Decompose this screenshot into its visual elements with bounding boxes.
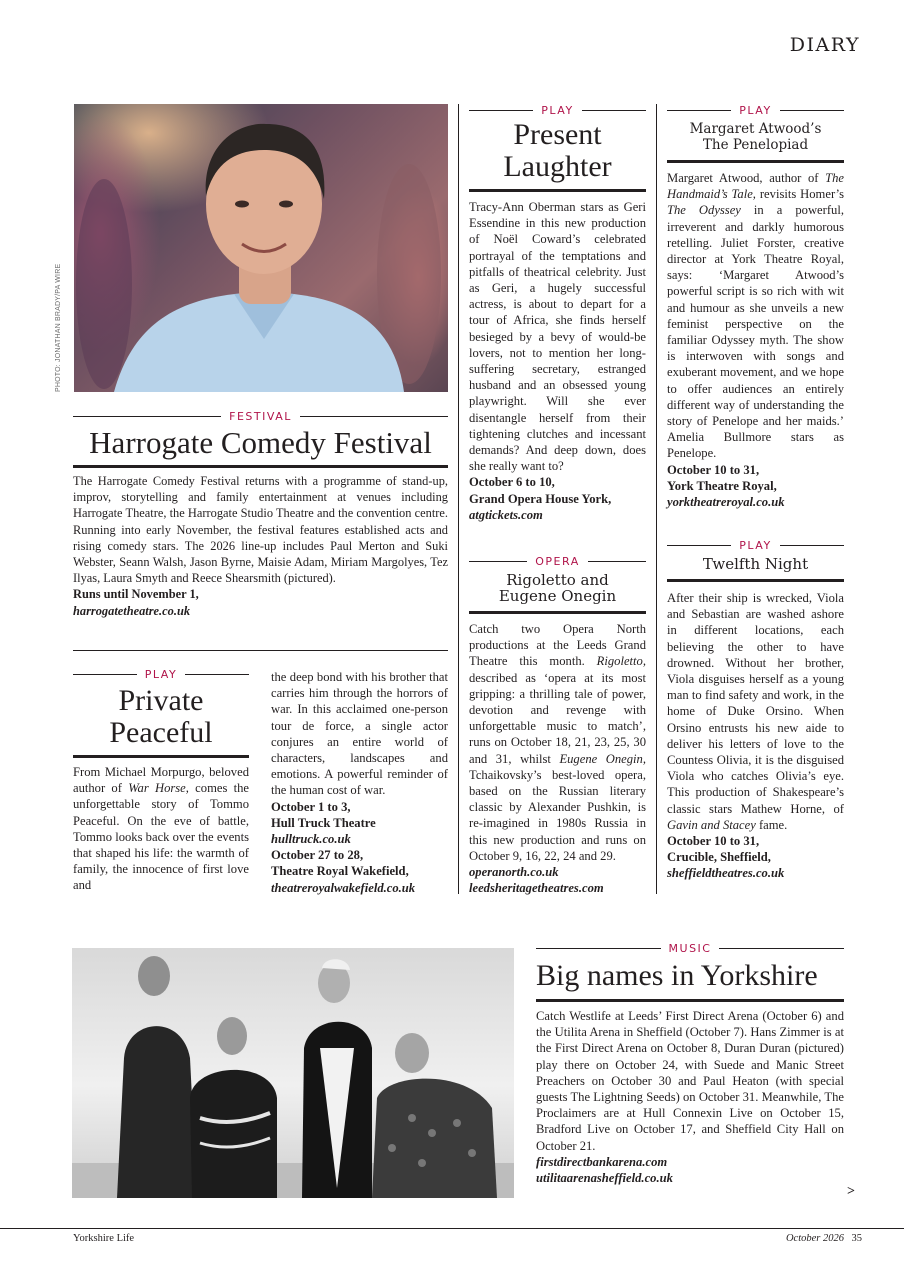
harrogate-kicker: FESTIVAL <box>73 410 448 423</box>
title-rule <box>469 189 646 192</box>
penelopiad-section <box>667 104 844 510</box>
section-title: DIARY <box>789 34 860 56</box>
opera-kicker: OPERA <box>469 555 646 568</box>
harrogate-section <box>73 410 448 619</box>
title-rule <box>667 160 844 163</box>
next-page-arrow[interactable]: > <box>847 1184 855 1199</box>
penelopiad-kicker: PLAY <box>667 104 844 117</box>
opera-section <box>469 555 646 896</box>
column-rule <box>656 104 657 894</box>
private-peaceful-body: From Michael Morpurgo, beloved author of War Horse, comes the unforgettable story of Tommo Peaceful. On the eve of battle, Tommo looks back over the events that shaped his life: the warmth of family, the innocence of first love and <box>73 765 249 893</box>
page-number: 35 <box>851 1233 862 1244</box>
twelfth-night-section <box>667 539 844 882</box>
present-laughter-section <box>469 104 646 523</box>
private-peaceful-body-continued: the deep bond with his brother that carries him through the horrors of war. In this acclaimed one-person tour de force, a single actor conjures an entire world of characters, landscapes and emotions. A powerful reminder of the human cost of war. October 1 to 3, Hull Truck Theatre hulltruck.co.uk October 27 to 28, Theatre Royal Wakefield, theatreroyalwakefield.co.uk <box>271 670 448 895</box>
penelopiad-body: Margaret Atwood, author of The Handmaid’s Tale, revisits Homer’s The Odyssey in a powerful, irreverent and darkly humorous retelling. Juliet Forster, creative director at York Theatre Royal, says: ‘Margaret Atwood’s powerful script is so rich with wit and humour as she unveils a new feminist perspective on the familiar Odyssey myth. The show is interwoven with songs and exuberant movement, and we hope to offer audiences an entirely different way of understanding the story of Penelope and her maids.’ Amelia Bullmore stars as Penelope. October 10 to 31, York Theatre Royal, yorktheatreroyal.co.uk <box>667 171 844 510</box>
column-rule <box>458 104 459 894</box>
penelopiad-title: Margaret Atwood’s The Penelopiad <box>689 121 822 153</box>
twelfth-night-body: After their ship is wrecked, Viola and Sebastian are washed ashore in different locations, each believing the other to have drowned. Without her brother, Viola disguises herself as a young man to find safety and work, in the home of Duke Orsino. When Orsino entrusts his new aide to deliver his letters of love to the Countess Olivia, it is the disguised Viola who catches Olivia’s eye. This production of Shakespeare’s classic stars Mathew Horne, of Gavin and Stacey fame. October 10 to 31, Crucible, Sheffield, sheffieldtheatres.co.uk <box>667 591 844 881</box>
divider <box>73 650 448 651</box>
music-title: Big names in Yorkshire <box>536 959 818 992</box>
twelfth-night-kicker: PLAY <box>667 539 844 552</box>
opera-title: Rigoletto and Eugene Onegin <box>498 571 617 605</box>
issue-date: October 2026 <box>785 1233 844 1244</box>
portrait-illustration <box>74 104 448 392</box>
private-peaceful-kicker: PLAY <box>73 668 249 681</box>
title-rule <box>536 999 844 1002</box>
present-laughter-title: Present Laughter <box>503 118 612 183</box>
music-body: Catch Westlife at Leeds’ First Direct Arena (October 6) and the Utilita Arena in Sheffield (October 7). Hans Zimmer is at the First Direct Arena on October 8, Duran Duran (pictured) play there on October 24, with Suede and Manic Street Preachers on October 30 and Paul Heaton (with special guests The Lightning Seeds) on October 31. Meanwhile, The Proclaimers are at Hull Connexin Live on October 15, Bradford Live on October 17, and Sheffield City Hall on October 21. firstdirectbankarena.com utilitaarenasheffield.co.uk <box>536 1009 844 1186</box>
photo-credit: PHOTO: JONATHAN BRADY/PA WIRE <box>55 263 62 392</box>
title-rule <box>667 579 844 582</box>
title-rule <box>73 465 448 468</box>
band-illustration <box>72 948 514 1198</box>
present-laughter-kicker: PLAY <box>469 104 646 117</box>
title-rule <box>73 755 249 758</box>
opera-body: Catch two Opera North productions at the Leeds Grand Theatre this month. Rigoletto, described as ‘opera at its most gripping: a thrilling tale of power, devotion and revenge with unforgettable music to match’, runs on October 18, 21, 23, 25, 30 and 31, whilst Eugene Onegin, Tchaikovsky’s best-loved opera, based on the Russian literary classic by Alexander Pushkin, is re-imagined in 1980s Russia in this new production and runs on October 9, 16, 22, 24 and 29. operanorth.co.uk leedsheritagetheatres.com <box>469 622 646 896</box>
footer-rule <box>0 1228 904 1229</box>
music-section <box>536 942 844 1186</box>
band-photo <box>72 948 514 1198</box>
festival-portrait-photo <box>74 104 448 392</box>
title-rule <box>469 611 646 614</box>
music-kicker: MUSIC <box>536 942 844 955</box>
twelfth-night-title: Twelfth Night <box>702 555 809 573</box>
private-peaceful-title: Private Peaceful <box>109 684 213 749</box>
private-peaceful-section <box>73 668 249 894</box>
magazine-name: Yorkshire Life <box>73 1233 135 1244</box>
present-laughter-body: Tracy-Ann Oberman stars as Geri Essendine in this new production of Noël Coward’s celebrated portrayal of the temptations and pitfalls of theatrical celebrity. Just as Geri, a hugely successful actress, is about to depart for a tour of Africa, she finds herself besieged by a bevy of would-be lovers, not to mention her long-suffering secretary, estranged husband and an obsessed young playwright. Will she ever disentangle herself from their tightening clutches and incessant demands? And deep down, does she really want to? October 6 to 10, Grand Opera House York, atgtickets.com <box>469 200 646 522</box>
harrogate-title: Harrogate Comedy Festival <box>89 425 432 460</box>
private-peaceful-continued <box>271 669 448 896</box>
harrogate-body: The Harrogate Comedy Festival returns with a programme of stand-up, improv, storytelling and family entertainment at venues including Harrogate Theatre, the Harrogate Studio Theatre and the convention centre. Running into early November, the festival features established acts and rising comedy stars. The 2026 line-up includes Paul Merton and Suki Webster, Seann Walsh, Jason Byrne, Maisie Adam, Miriam Margolyes, Tez Ilyas, Laura Smyth and Reece Shearsmith (pictured). Runs until November 1, harrogatetheatre.co.uk <box>73 474 448 618</box>
